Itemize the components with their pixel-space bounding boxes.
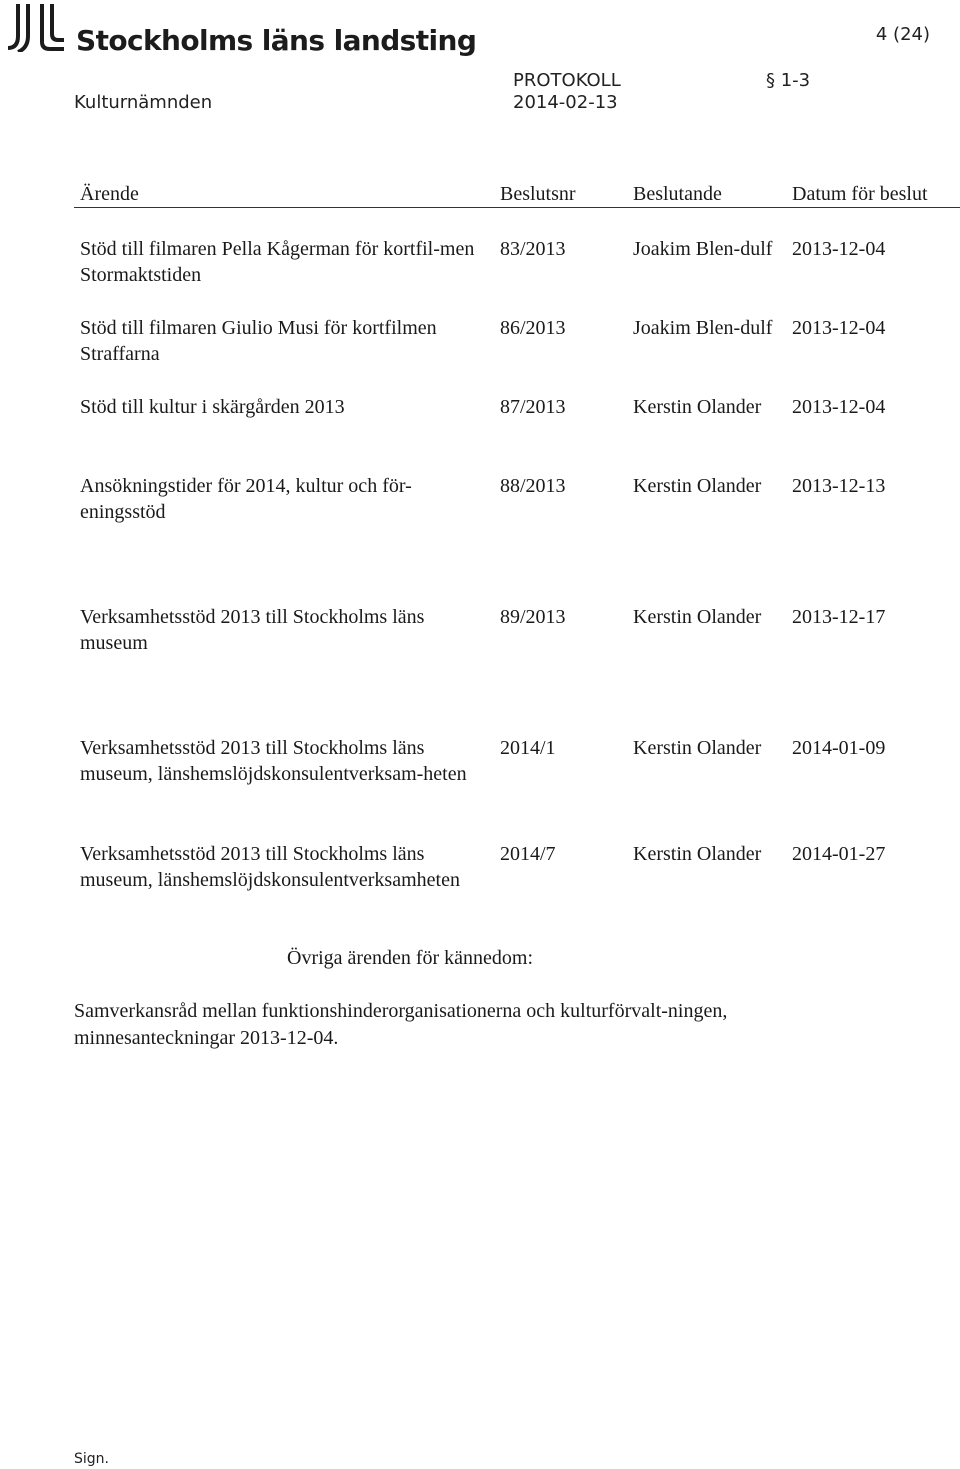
column-header-arende: Ärende <box>80 183 139 205</box>
signature-label: Sign. <box>74 1451 109 1467</box>
other-matters-heading: Övriga ärenden för kännedom: <box>287 947 534 969</box>
table-row-6-beslutande: Kerstin Olander <box>633 737 762 759</box>
table-row-3-beslutsnr: 87/2013 <box>500 396 566 418</box>
table-row-3-datum: 2013-12-04 <box>792 396 886 418</box>
table-row-7-datum: 2014-01-27 <box>792 843 886 865</box>
column-header-datum: Datum för beslut <box>792 183 928 205</box>
committee-name: Kulturnämnden <box>74 92 213 113</box>
column-header-beslutande: Beslutande <box>633 183 722 205</box>
table-row-3-arende: Stöd till kultur i skärgården 2013 <box>80 396 345 418</box>
header-rule <box>74 207 960 208</box>
table-row-7-beslutsnr: 2014/7 <box>500 843 556 865</box>
table-row-4-datum: 2013-12-13 <box>792 475 886 497</box>
column-header-beslutsnr: Beslutsnr <box>500 183 576 205</box>
table-row-2-datum: 2013-12-04 <box>792 317 886 339</box>
logo-wordmark: Stockholms läns landsting <box>76 24 477 57</box>
sll-logo-icon <box>6 2 66 52</box>
table-row-4-beslutande: Kerstin Olander <box>633 475 762 497</box>
section-number: § 1-3 <box>766 70 811 91</box>
table-row-5-arende: Verksamhetsstöd 2013 till Stockholms läns museum <box>80 606 425 654</box>
table-row-7-arende: Verksamhetsstöd 2013 till Stockholms läns museum, länshemslöjdskonsulentverksamheten <box>80 843 460 891</box>
table-row-1-datum: 2013-12-04 <box>792 238 886 260</box>
table-row-3-beslutande: Kerstin Olander <box>633 396 762 418</box>
table-row-6-arende: Verksamhetsstöd 2013 till Stockholms läns museum, länshemslöjdskonsulentverksam-heten <box>80 737 467 785</box>
table-row-5-datum: 2013-12-17 <box>792 606 886 628</box>
table-row-1-arende: Stöd till filmaren Pella Kågerman för kortfil-men Stormaktstiden <box>80 238 475 286</box>
table-row-2-beslutande: Joakim Blen-dulf <box>633 317 773 339</box>
page-number: 4 (24) <box>875 24 930 45</box>
table-row-6-datum: 2014-01-09 <box>792 737 886 759</box>
table-row-1-beslutsnr: 83/2013 <box>500 238 566 260</box>
table-row-5-beslutsnr: 89/2013 <box>500 606 566 628</box>
table-row-6-beslutsnr: 2014/1 <box>500 737 556 759</box>
meeting-date: 2014-02-13 <box>513 92 618 113</box>
table-row-2-beslutsnr: 86/2013 <box>500 317 566 339</box>
table-row-4-beslutsnr: 88/2013 <box>500 475 566 497</box>
table-row-7-beslutande: Kerstin Olander <box>633 843 762 865</box>
table-row-2-arende: Stöd till filmaren Giulio Musi för kortfilmen Straffarna <box>80 317 437 365</box>
table-row-5-beslutande: Kerstin Olander <box>633 606 762 628</box>
table-row-4-arende: Ansökningstider för 2014, kultur och för-eningsstöd <box>80 475 412 523</box>
other-matters-item: Samverkansråd mellan funktionshinderorganisationerna och kulturförvalt-ningen, minnesanteckningar 2013-12-04. <box>74 1000 728 1049</box>
table-row-1-beslutande: Joakim Blen-dulf <box>633 238 773 260</box>
document-type: PROTOKOLL <box>513 70 621 91</box>
